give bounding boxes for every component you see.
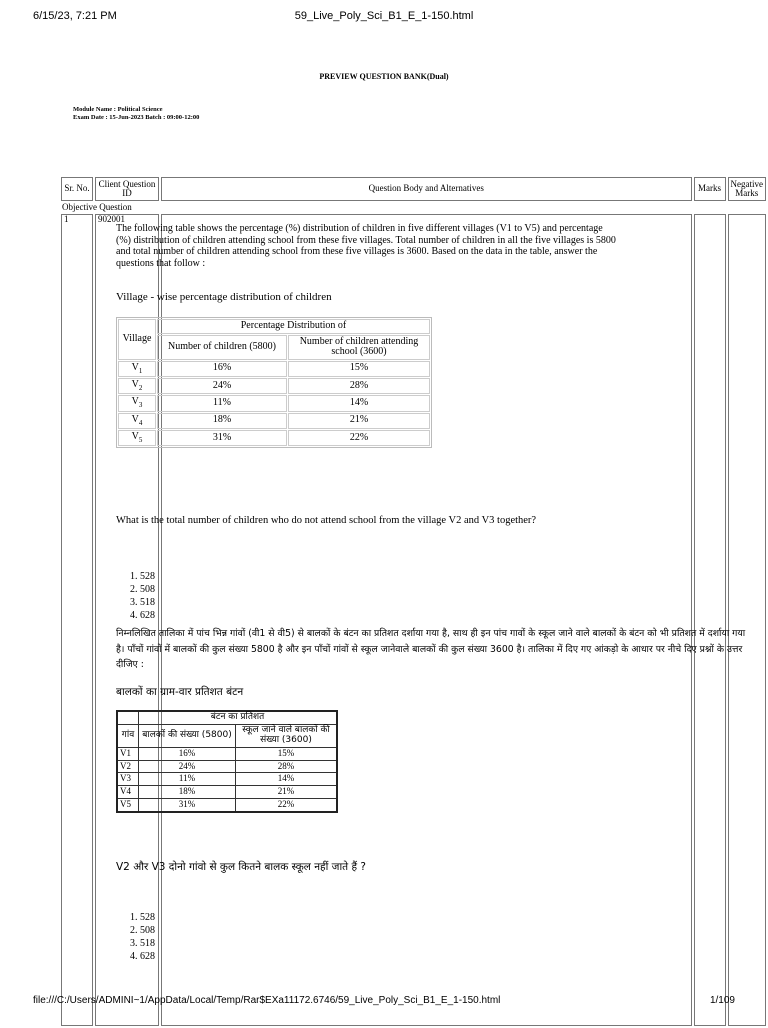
attending-cell: 14% <box>236 773 338 786</box>
children-cell: 11% <box>157 395 287 411</box>
table-row <box>117 747 337 760</box>
table-title-hi: बालकों का ग्राम-वार प्रतिशत बंटन <box>116 686 244 698</box>
children-cell: 11% <box>139 773 236 786</box>
header-negative-marks: Negative Marks <box>728 177 766 201</box>
question-intro-en: The following table shows the percentage (%) distribution of children in five different villages (V1 to V5) and percentage (%) distribution of children attending school from these five villages. Total number of children in all the five villages is 5800 and total number of children attending school from these five villages is 3600. Based on the data in the table, answer the questions that follow : <box>116 223 616 269</box>
option-item: 1. 528 <box>130 912 155 923</box>
print-doc-title: 59_Live_Poly_Sci_B1_E_1-150.html <box>294 10 474 22</box>
children-cell: 31% <box>157 430 287 446</box>
village-cell: $V_5$ <box>118 430 156 446</box>
table-row <box>118 413 430 429</box>
module-name: Module Name : Political Science <box>73 106 163 113</box>
question-text-en: What is the total number of children who do not attend school from the village V2 and V3 together? <box>116 515 537 526</box>
print-file-path: file:///C:/Users/ADMINI~1/AppData/Local/Temp/Rar$EXa11172.6746/59_Live_Poly_Sci_B1_E_1-150.html <box>33 995 501 1006</box>
options-list-hi <box>116 911 155 963</box>
children-cell: 24% <box>139 760 236 773</box>
children-cell: 18% <box>139 786 236 799</box>
attending-cell: 28% <box>288 378 430 394</box>
attending-cell: 15% <box>236 747 338 760</box>
header-question-body: Question Body and Alternatives <box>161 177 692 201</box>
table-row <box>117 773 337 786</box>
attending-cell: 28% <box>236 760 338 773</box>
group-header-hi: बंटन का प्रतिशत <box>139 711 338 724</box>
group-header: Percentage Distribution of <box>157 319 430 334</box>
attending-cell: 21% <box>288 413 430 429</box>
table-title-en: Village - wise percentage distribution of children <box>116 291 332 303</box>
children-cell: 18% <box>157 413 287 429</box>
village-header-hi: गांव <box>117 724 139 747</box>
table-row <box>118 430 430 446</box>
table-row <box>117 799 337 812</box>
section-label: Objective Question <box>62 202 132 212</box>
attending-cell: 22% <box>236 799 338 812</box>
header-marks: Marks <box>694 177 726 201</box>
option-item: 2. 508 <box>130 584 155 595</box>
village-cell: $V_2$ <box>118 378 156 394</box>
option-item: 4. 628 <box>130 610 155 621</box>
table-row <box>118 361 430 377</box>
village-cell: V3 <box>117 773 139 786</box>
children-cell: 31% <box>139 799 236 812</box>
page-title: PREVIEW QUESTION BANK(Dual) <box>319 72 449 81</box>
options-list-en <box>116 570 155 622</box>
col-attending-header: Number of children attending school (3600) <box>288 335 430 360</box>
children-cell: 24% <box>157 378 287 394</box>
question-text-hi: V2 और V3 दोनो गांवो से कुल कितने बालक स्कूल नहीं जाते हैं ? <box>116 861 366 873</box>
question-client-id: 902001 <box>95 214 159 1026</box>
distribution-table-en <box>116 317 432 448</box>
question-marks <box>694 214 726 1026</box>
attending-cell: 14% <box>288 395 430 411</box>
village-cell: $V_3$ <box>118 395 156 411</box>
col-attending-header-hi: स्कूल जाने वाले बालकों की संख्या (3600) <box>236 724 338 747</box>
option-item: 3. 518 <box>130 938 155 949</box>
table-row <box>117 760 337 773</box>
table-row <box>118 395 430 411</box>
table-row <box>117 786 337 799</box>
exam-date-batch: Exam Date : 15-Jun-2023 Batch : 09:00-12:00 <box>73 114 200 121</box>
option-item: 3. 518 <box>130 597 155 608</box>
option-item: 4. 628 <box>130 951 155 962</box>
distribution-table-hi <box>116 710 338 813</box>
village-cell: V4 <box>117 786 139 799</box>
print-page-number: 1/109 <box>709 995 735 1006</box>
attending-cell: 15% <box>288 361 430 377</box>
print-datetime: 6/15/23, 7:21 PM <box>33 10 117 22</box>
village-cell: $V_1$ <box>118 361 156 377</box>
table-row <box>118 378 430 394</box>
question-negative-marks <box>728 214 766 1026</box>
children-cell: 16% <box>139 747 236 760</box>
village-header: Village <box>118 319 156 360</box>
option-item: 2. 508 <box>130 925 155 936</box>
village-cell: V5 <box>117 799 139 812</box>
section-row <box>61 203 766 212</box>
table-header-row <box>61 177 766 201</box>
children-cell: 16% <box>157 361 287 377</box>
question-intro-hi: निम्नलिखित तालिका में पांच भिन्न गांवों (वी1 से वी5) से बालकों के बंटन का प्रतिशत दर्शाया गया है, साथ ही इन पांच गावों के स्कूल जाने वाले बालकों के बंटन को भी प्रतिशत में दर्शाया गया है। पाँचों गांवों में बालकों की कुल संख्या 5800 है और इन पाँचों गांवों से स्कूल जानेवाले बालकों की कुल संख्या 3600 है। तालिका में दिए गए आंकड़ो के आधार पर नीचे दिए प्रश्नों के उत्तर दीजिए : <box>116 628 746 670</box>
attending-cell: 22% <box>288 430 430 446</box>
option-item: 1. 528 <box>130 571 155 582</box>
header-client-id: Client Question ID <box>95 177 159 201</box>
attending-cell: 21% <box>236 786 338 799</box>
col-children-header: Number of children (5800) <box>157 335 287 360</box>
village-cell: V2 <box>117 760 139 773</box>
col-children-header-hi: बालकों की संख्या (5800) <box>139 724 236 747</box>
village-cell: V1 <box>117 747 139 760</box>
question-sr: 1 <box>61 214 93 1026</box>
village-cell: $V_4$ <box>118 413 156 429</box>
header-sr-no: Sr. No. <box>61 177 93 201</box>
